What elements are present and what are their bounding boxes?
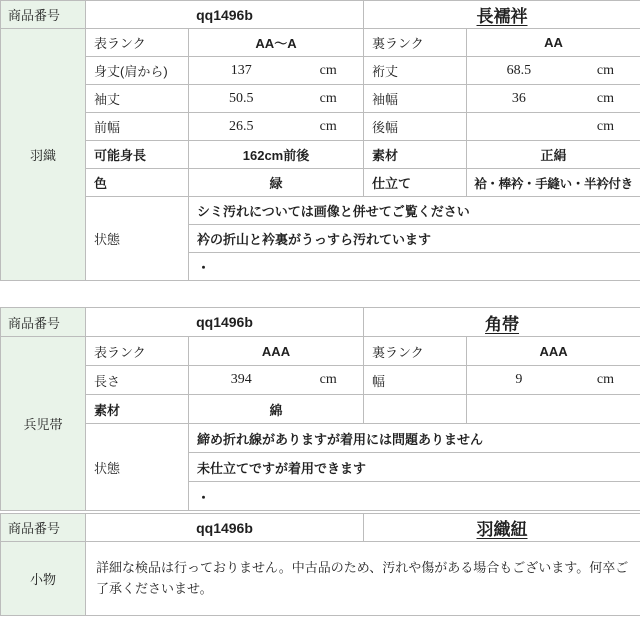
rank-value-back: AA — [467, 29, 640, 57]
product-code: qq1496b — [86, 514, 364, 542]
measure-value-cell — [189, 85, 364, 113]
measure-value: 137 — [230, 62, 252, 78]
spec-value: 袷・棒衿・手縫い・半衿付き — [467, 169, 640, 197]
unit-label: cm — [319, 62, 337, 78]
measure-value: 394 — [230, 372, 252, 388]
condition-line: シミ汚れについては画像と併せてご覧ください — [189, 197, 640, 225]
item-name-cell — [364, 308, 640, 337]
measure-value-cell — [189, 366, 364, 395]
measure-value: 26.5 — [228, 118, 254, 134]
rank-value-front: AA〜A — [189, 29, 364, 57]
spec-value: 緑 — [189, 169, 364, 197]
header-row — [1, 1, 640, 29]
measure-value-cell — [189, 57, 364, 85]
condition-label: 状態 — [86, 424, 189, 511]
measure-label: 裄丈 — [364, 57, 467, 85]
measure-label: 身丈(肩から) — [86, 57, 189, 85]
rank-value-back: AAA — [467, 337, 640, 366]
category-side-label: 兵児帯 — [1, 337, 86, 511]
spec-label: 素材 — [364, 141, 467, 169]
unit-label: cm — [596, 62, 614, 78]
category-side-label: 羽織 — [1, 29, 86, 281]
item-name-cell — [364, 514, 640, 542]
rank-row — [1, 337, 640, 366]
measure-value-cell — [467, 85, 640, 113]
measure-row — [1, 366, 640, 395]
condition-row — [1, 424, 640, 453]
unit-label: cm — [596, 90, 614, 106]
measure-label: 袖幅 — [364, 85, 467, 113]
item-name: 角帯 — [485, 314, 520, 334]
measure-label: 幅 — [364, 366, 467, 395]
unit-label: cm — [319, 90, 337, 106]
measure-label: 袖丈 — [86, 85, 189, 113]
material-label: 素材 — [86, 395, 189, 424]
rank-label-back: 裏ランク — [364, 29, 467, 57]
material-value: 綿 — [189, 395, 364, 424]
product-number-label: 商品番号 — [1, 308, 86, 337]
spec-table-nagajuban — [0, 0, 640, 281]
rank-label-back: 裏ランク — [364, 337, 467, 366]
unit-label: cm — [319, 372, 337, 388]
condition-line: 締め折れ線がありますが着用には問題ありません — [189, 424, 640, 453]
measure-value-cell — [467, 113, 640, 141]
unit-label: cm — [596, 118, 614, 134]
spec-label: 色 — [86, 169, 189, 197]
spec-row — [1, 169, 640, 197]
rank-label-front: 表ランク — [86, 337, 189, 366]
condition-line: ・ — [189, 253, 640, 281]
spec-value: 正絹 — [467, 141, 640, 169]
product-number-label: 商品番号 — [1, 1, 86, 29]
material-row — [1, 395, 640, 424]
condition-line: 衿の折山と衿裏がうっすら汚れています — [189, 225, 640, 253]
note-row — [1, 542, 640, 616]
rank-row — [1, 29, 640, 57]
condition-label: 状態 — [86, 197, 189, 281]
item-name: 羽織紐 — [476, 520, 528, 539]
header-row — [1, 514, 640, 542]
empty-cell — [364, 395, 467, 424]
measure-label: 前幅 — [86, 113, 189, 141]
rank-value-front: AAA — [189, 337, 364, 366]
measure-value: 36 — [511, 90, 526, 106]
spec-label: 可能身長 — [86, 141, 189, 169]
spec-table-kakuobi — [0, 307, 640, 511]
measure-label: 長さ — [86, 366, 189, 395]
unit-label: cm — [319, 118, 337, 134]
measure-value-cell — [189, 113, 364, 141]
measure-label: 後幅 — [364, 113, 467, 141]
measure-value-cell — [467, 57, 640, 85]
measure-value-cell — [467, 366, 640, 395]
header-row — [1, 308, 640, 337]
item-name: 長襦袢 — [476, 7, 528, 26]
condition-line: ・ — [189, 482, 640, 511]
condition-line: 未仕立てですが着用できます — [189, 453, 640, 482]
measure-row — [1, 85, 640, 113]
condition-row — [1, 197, 640, 225]
unit-label: cm — [596, 372, 614, 388]
measure-value: 50.5 — [228, 90, 254, 106]
measure-value: 9 — [515, 372, 523, 388]
product-number-label: 商品番号 — [1, 514, 86, 542]
empty-cell — [467, 395, 640, 424]
spec-row — [1, 141, 640, 169]
measure-value: 68.5 — [506, 62, 532, 78]
spec-label: 仕立て — [364, 169, 467, 197]
rank-label-front: 表ランク — [86, 29, 189, 57]
item-name-cell — [364, 1, 640, 29]
product-code: qq1496b — [86, 1, 364, 29]
measure-row — [1, 113, 640, 141]
inspection-note: 詳細な検品は行っておりません。中古品のため、汚れや傷がある場合もございます。何卒ご了承くださいませ。 — [86, 542, 640, 616]
product-code: qq1496b — [86, 308, 364, 337]
spec-table-haorihimo — [0, 513, 640, 616]
measure-row — [1, 57, 640, 85]
category-side-label: 小物 — [1, 542, 86, 616]
spec-value: 162cm前後 — [189, 141, 364, 169]
